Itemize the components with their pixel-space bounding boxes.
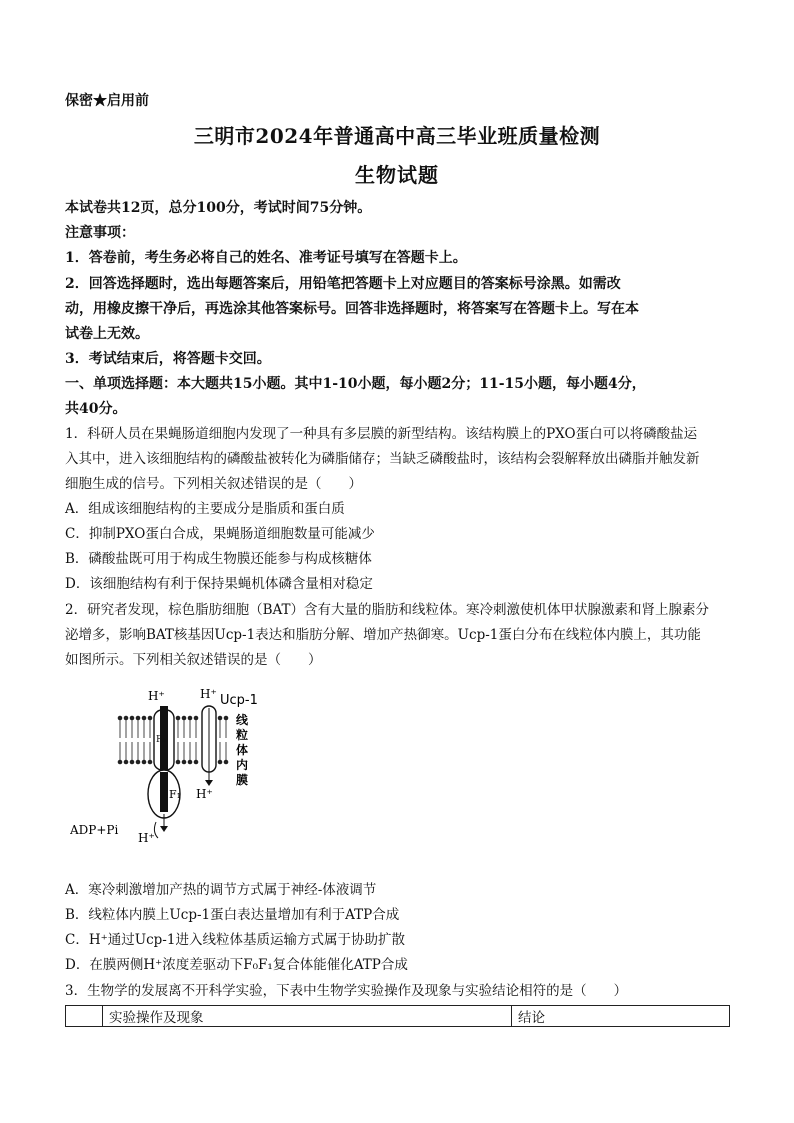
ucp1-label: Ucp-1 xyxy=(220,693,258,708)
instruction-item-2-line1: 2．回答选择题时，选出每题答案后，用铅笔把答题卡上对应题目的答案标号涂黑。如需改 xyxy=(65,276,621,292)
f1-label: F₁ xyxy=(169,788,182,801)
adp-label: ADP+Pi xyxy=(70,823,119,837)
svg-text:粒: 粒 xyxy=(236,728,249,742)
f0-label: F₀ xyxy=(156,735,166,745)
svg-text:线: 线 xyxy=(236,713,249,727)
exam-title: 三明市2024年普通高中高三毕业班质量检测 xyxy=(193,124,601,148)
q2-option-a: A．寒冷刺激增加产热的调节方式属于神经-体液调节 xyxy=(65,882,377,898)
q1-stem-line2: 入其中，进入该细胞结构的磷酸盐被转化为磷脂储存；当缺乏磷酸盐时，该结构会裂解释放出磷脂并触发新 xyxy=(65,451,700,467)
confidential-mark: 保密★启用前 xyxy=(65,93,149,109)
q2-stem-line1: 2．研究者发现，棕色脂肪细胞（BAT）含有大量的脂肪和线粒体。寒冷刺激使机体甲状腺激素和肾上腺素分 xyxy=(65,602,710,618)
svg-text:体: 体 xyxy=(236,743,249,757)
q1-option-d: D．该细胞结构有利于保持果蝇机体磷含量相对稳定 xyxy=(65,576,373,592)
h-plus-label-bottom-f1: H⁺ xyxy=(138,831,155,845)
instruction-item-3: 3．考试结束后，将答题卡交回。 xyxy=(65,351,271,367)
section1-line2: 共40分。 xyxy=(65,401,127,417)
instruction-item-1: 1．答卷前，考生务必将自己的姓名、准考证号填写在答题卡上。 xyxy=(65,250,467,266)
table-header-cell-operation: 实验操作及现象 xyxy=(103,1006,512,1027)
q1-option-c: C．抑制PXO蛋白合成，果蝇肠道细胞数量可能减少 xyxy=(65,526,375,542)
h-plus-label-top-f0: H⁺ xyxy=(148,689,165,703)
section1-line1: 一、单项选择题：本大题共15小题。其中1-10小题，每小题2分；11-15小题，每小题4分， xyxy=(65,376,646,392)
q2-option-d: D．在膜两侧H⁺浓度差驱动下F₀F₁复合体能催化ATP合成 xyxy=(65,957,408,973)
instructions-heading: 注意事项： xyxy=(65,225,135,241)
q2-stem-line3: 如图所示。下列相关叙述错误的是（ ） xyxy=(65,652,322,668)
q1-stem-line3: 细胞生成的信号。下列相关叙述错误的是（ ） xyxy=(65,476,362,492)
q2-option-b: B．线粒体内膜上Ucp-1蛋白表达量增加有利于ATP合成 xyxy=(65,907,400,923)
table-header-row xyxy=(66,1006,730,1027)
instructions-intro: 本试卷共12页，总分100分，考试时间75分钟。 xyxy=(65,200,372,216)
table-header-cell-index xyxy=(66,1006,103,1027)
q1-option-a: A．组成该细胞结构的主要成分是脂质和蛋白质 xyxy=(65,501,345,517)
q1-option-b: B．磷酸盐既可用于构成生物膜还能参与构成核糖体 xyxy=(65,551,372,567)
instruction-item-2-line2: 动，用橡皮擦干净后，再选涂其他答案标号。回答非选择题时，将答案写在答题卡上。写在本 xyxy=(65,301,639,317)
svg-text:内: 内 xyxy=(236,758,249,772)
subject-title: 生物试题 xyxy=(355,163,439,187)
table-header-cell-conclusion: 结论 xyxy=(512,1006,730,1027)
instruction-item-2-line3: 试卷上无效。 xyxy=(65,326,149,342)
ucp1-channel xyxy=(202,706,216,786)
h-plus-label-bottom-ucp: H⁺ xyxy=(196,787,213,801)
membrane-vertical-label xyxy=(236,712,249,787)
q2-stem-line2: 泌增多，影响BAT核基因Ucp-1表达和脂肪分解、增加产热御寒。Ucp-1蛋白分布在线粒体内膜上，其功能 xyxy=(65,627,701,643)
svg-text:膜: 膜 xyxy=(236,773,249,787)
mitochondrial-membrane-diagram xyxy=(70,682,280,847)
h-plus-label-top-ucp: H⁺ xyxy=(200,687,217,701)
q3-stem-line1: 3．生物学的发展离不开科学实验，下表中生物学实验操作及现象与实验结论相符的是（ ） xyxy=(65,983,628,999)
q1-stem-line1: 1．科研人员在果蝇肠道细胞内发现了一种具有多层膜的新型结构。该结构膜上的PXO蛋白可以将磷酸盐运 xyxy=(65,426,698,442)
q3-table xyxy=(65,1005,730,1027)
q2-option-c: C．H⁺通过Ucp-1进入线粒体基质运输方式属于协助扩散 xyxy=(65,932,405,948)
